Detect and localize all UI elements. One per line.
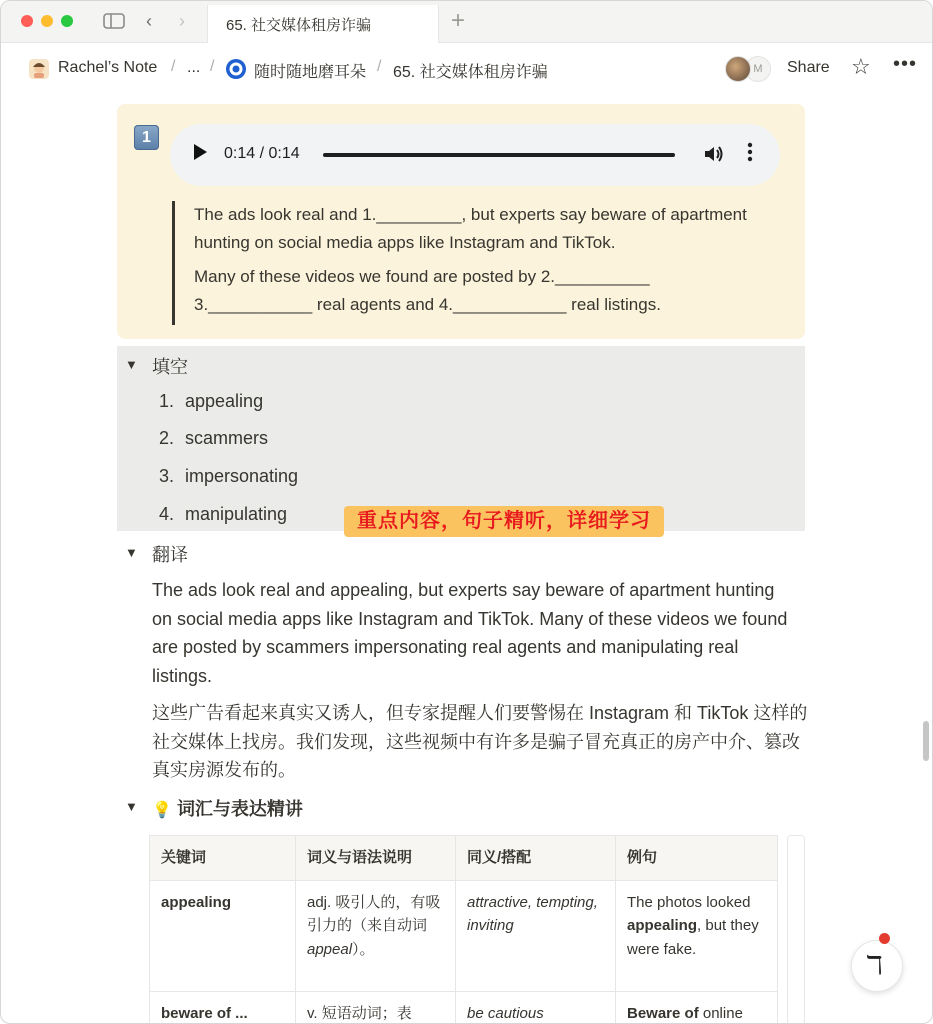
play-icon[interactable] bbox=[194, 144, 207, 160]
close-window-button[interactable] bbox=[21, 15, 33, 27]
translation-title[interactable]: 翻译 bbox=[152, 545, 188, 565]
table-add-column-handle[interactable] bbox=[787, 835, 805, 1024]
audio-more-icon[interactable] bbox=[747, 142, 753, 162]
highlight-note: 重点内容，句子精听，详细学习 bbox=[344, 506, 664, 537]
sidebar-toggle-icon[interactable] bbox=[102, 9, 126, 33]
quote-block bbox=[172, 201, 772, 325]
table-row bbox=[150, 880, 778, 991]
vocab-table bbox=[149, 835, 778, 1024]
forward-arrow-icon[interactable]: › bbox=[179, 11, 185, 31]
toggle-triangle-icon[interactable]: ▼ bbox=[125, 799, 138, 814]
table-cell-keyword: appealing bbox=[150, 880, 296, 991]
keycap-number-icon: 1 bbox=[134, 125, 159, 150]
breadcrumb-separator: / bbox=[171, 58, 176, 75]
translation-english: The ads look real and appealing, but experts say beware of apartment hunting on social media apps like Instagram and TikTok. Many of these videos we found are posted by scammers impersonating real agents and manipulating real listings. bbox=[152, 580, 788, 686]
volume-icon[interactable] bbox=[702, 143, 724, 165]
back-arrow-icon[interactable]: ‹ bbox=[146, 11, 152, 31]
help-glyph-icon: ℸ bbox=[866, 951, 883, 981]
breadcrumb-ellipsis[interactable]: ... bbox=[187, 59, 201, 76]
fill-blank-title[interactable]: 填空 bbox=[152, 357, 188, 377]
new-tab-plus-icon[interactable]: + bbox=[451, 7, 466, 34]
breadcrumb-page[interactable]: 65. 社交媒体租房诈骗 bbox=[393, 64, 548, 81]
lightbulb-icon: 💡 bbox=[152, 802, 172, 819]
translation-chinese: 这些广告看起来真实又诱人，但专家提醒人们要警惕在 Instagram 和 TikTok 这样的社交媒体上找房。我们发现，这些视频中有许多是骗子冒充真正的房产中介、篡改真实房源发布的。 bbox=[152, 703, 808, 780]
help-button[interactable] bbox=[851, 940, 903, 992]
audio-time: 0:14 / 0:14 bbox=[224, 145, 300, 162]
table-row bbox=[150, 991, 778, 1024]
table-cell-example: The photos looked appealing, but they were fake. bbox=[616, 880, 778, 991]
table-cell-meaning: adj. 吸引人的，有吸引力的（来自动词 appeal）。 bbox=[296, 880, 456, 991]
collaborator-avatar[interactable]: M bbox=[745, 56, 771, 82]
breadcrumb-workspace[interactable]: Rachel’s Note bbox=[58, 59, 158, 76]
page-topbar bbox=[1, 44, 932, 94]
list-item: 1. appealing bbox=[159, 391, 264, 411]
tab-title: 65. 社交媒体租房诈骗 bbox=[226, 17, 372, 34]
vocab-title[interactable]: 💡 词汇与表达精讲 bbox=[152, 799, 303, 819]
zoom-window-button[interactable] bbox=[61, 15, 73, 27]
list-item: 3. impersonating bbox=[159, 466, 299, 486]
table-cell-meaning: v. 短语动词；表 bbox=[296, 991, 456, 1024]
workspace-avatar-icon bbox=[28, 58, 50, 80]
table-header: 例句 bbox=[616, 836, 778, 881]
page-scrollbar[interactable] bbox=[923, 721, 929, 761]
quote-line: Many of these videos we found are posted by 2.__________ 3.___________ real agents and 4.____________ real listings. bbox=[194, 267, 661, 314]
toggle-triangle-icon[interactable]: ▼ bbox=[125, 357, 138, 372]
list-item: 2. scammers bbox=[159, 428, 269, 448]
breadcrumb-separator: / bbox=[377, 58, 382, 75]
quote-line: The ads look real and 1._________, but experts say beware of apartment hunting on social media apps like Instagram and TikTok. bbox=[194, 205, 747, 252]
audio-player[interactable] bbox=[170, 124, 780, 186]
tab-bar bbox=[1, 1, 932, 43]
table-header: 同义/搭配 bbox=[456, 836, 616, 881]
minimize-window-button[interactable] bbox=[41, 15, 53, 27]
table-cell-synonyms: be cautious bbox=[456, 991, 616, 1024]
table-cell-example: Beware of online bbox=[616, 991, 778, 1024]
audio-progress-bar[interactable] bbox=[323, 153, 675, 157]
toggle-triangle-icon[interactable]: ▼ bbox=[125, 545, 138, 560]
audio-callout bbox=[117, 104, 805, 339]
breadcrumb-section[interactable]: 随时随地磨耳朵 bbox=[254, 64, 367, 81]
user-avatar[interactable] bbox=[725, 56, 751, 82]
breadcrumb-separator: / bbox=[210, 58, 215, 75]
table-cell-synonyms: attractive, tempting, inviting bbox=[456, 880, 616, 991]
tab-current-page[interactable] bbox=[207, 5, 439, 43]
list-item: 4. manipulating bbox=[159, 504, 288, 524]
apple-icon bbox=[879, 933, 890, 944]
share-button[interactable]: Share bbox=[787, 59, 830, 76]
table-cell-keyword: beware of ... bbox=[150, 991, 296, 1024]
table-header-row bbox=[150, 836, 778, 881]
ear-target-icon bbox=[225, 58, 247, 80]
more-options-icon[interactable]: ••• bbox=[893, 53, 918, 75]
table-header: 关键词 bbox=[150, 836, 296, 881]
table-header: 词义与语法说明 bbox=[296, 836, 456, 881]
favorite-star-icon[interactable]: ☆ bbox=[851, 54, 871, 79]
